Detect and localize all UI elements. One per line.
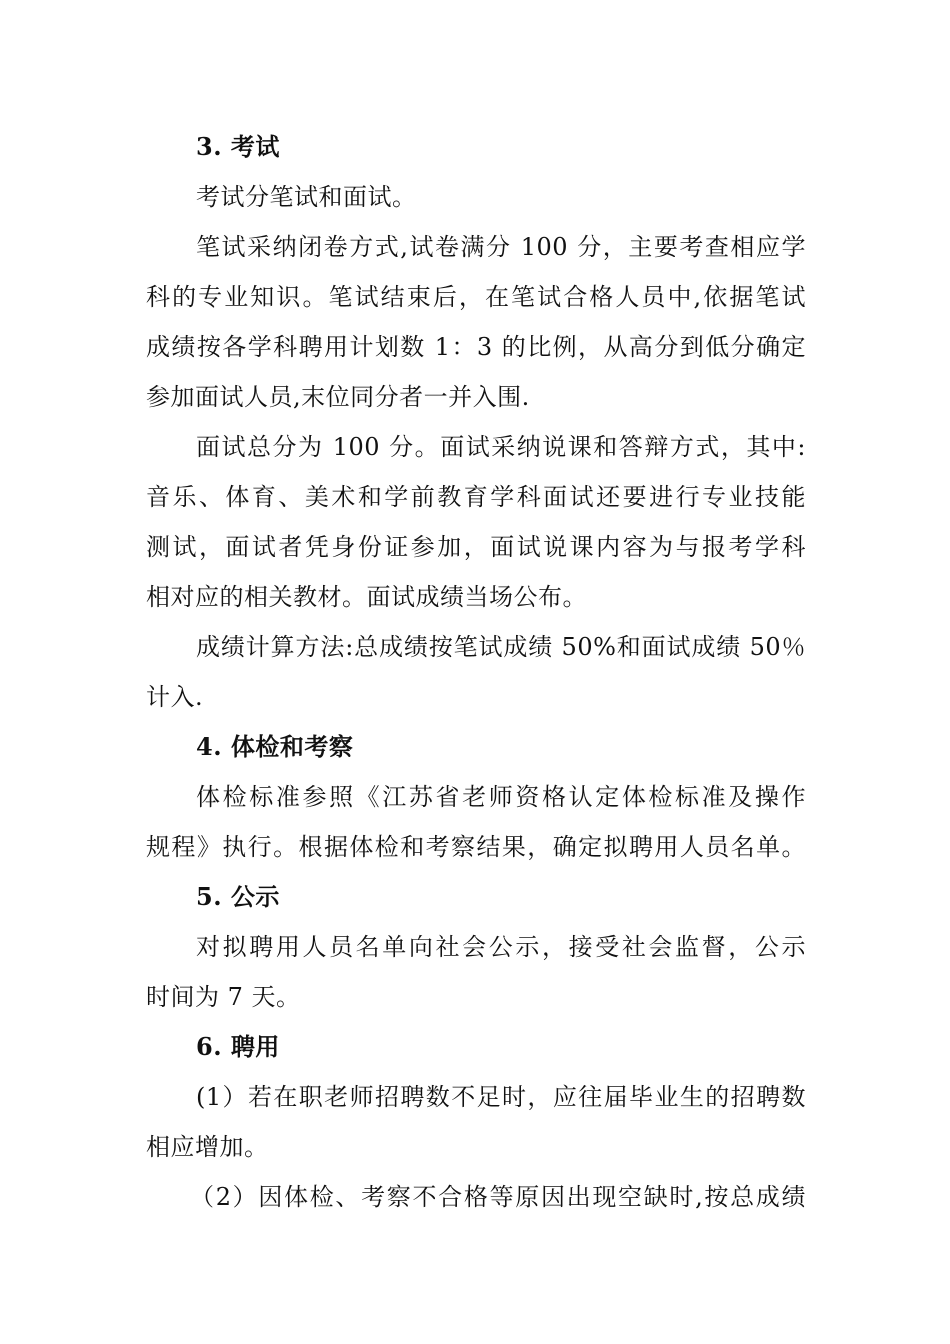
section-heading-employment: 6. 聘用: [196, 1032, 280, 1061]
paragraph-line: 笔试采纳闭卷方式,试卷满分 100 分，主要考查相应学: [196, 233, 806, 261]
paragraph-line: (1）若在职老师招聘数不足时，应往届毕业生的招聘数: [196, 1083, 806, 1111]
section-heading-exam: 3. 考试: [196, 132, 280, 161]
document-page: [146, 122, 806, 1222]
paragraph-line: 面试总分为 100 分。面试采纳说课和答辩方式，其中:: [196, 433, 806, 461]
paragraph-line: 参加面试人员,末位同分者一并入围.: [146, 383, 530, 411]
paragraph-line: 时间为 7 天。: [146, 983, 301, 1011]
section-heading-publicity: 5. 公示: [196, 882, 280, 911]
paragraph-line: 测试，面试者凭身份证参加，面试说课内容为与报考学科: [146, 533, 806, 561]
paragraph-line: 体检标准参照《江苏省老师资格认定体检标准及操作: [196, 783, 806, 811]
section-heading-physical-exam: 4. 体检和考察: [196, 732, 354, 761]
paragraph-line: 考试分笔试和面试。: [196, 183, 417, 211]
paragraph-line: 规程》执行。根据体检和考察结果，确定拟聘用人员名单。: [146, 833, 806, 861]
paragraph-line: （2）因体检、考察不合格等原因出现空缺时,按总成绩: [190, 1183, 806, 1211]
paragraph-line: 对拟聘用人员名单向社会公示，接受社会监督，公示: [196, 933, 806, 961]
paragraph-line: 音乐、体育、美术和学前教育学科面试还要进行专业技能: [146, 483, 806, 511]
paragraph-line: 相应增加。: [146, 1133, 269, 1161]
paragraph-line: 成绩按各学科聘用计划数 1：3 的比例，从高分到低分确定: [146, 333, 806, 361]
paragraph-line: 科的专业知识。笔试结束后，在笔试合格人员中,依据笔试: [146, 283, 806, 311]
paragraph-line: 相对应的相关教材。面试成绩当场公布。: [146, 583, 587, 611]
paragraph-line: 计入.: [146, 683, 204, 711]
paragraph-line: 成绩计算方法:总成绩按笔试成绩 50%和面试成绩 50％: [196, 633, 806, 661]
